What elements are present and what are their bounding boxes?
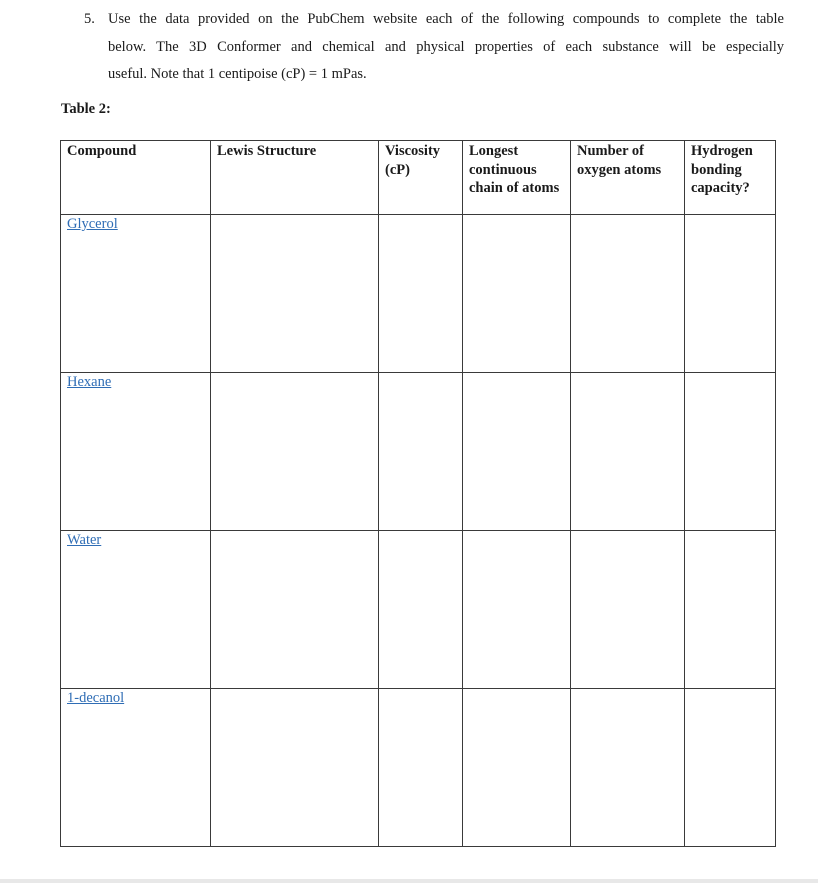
viscosity-cell[interactable]	[379, 373, 463, 531]
question-text-line: useful. Note that 1 centipoise (cP) = 1 mPas.	[108, 66, 367, 82]
table-row	[61, 531, 776, 689]
question-line-1	[84, 6, 784, 34]
compound-cell	[61, 531, 211, 689]
page-bottom-edge	[0, 879, 818, 883]
viscosity-cell[interactable]	[379, 531, 463, 689]
longest-chain-cell[interactable]	[463, 215, 571, 373]
lewis-structure-cell[interactable]	[211, 373, 379, 531]
compound-link-glycerol[interactable]: Glycerol	[67, 216, 118, 232]
header-compound: Compound	[61, 141, 211, 215]
header-longest-chain: Longest continuous chain of atoms	[463, 141, 571, 215]
oxygen-atoms-cell[interactable]	[571, 373, 685, 531]
oxygen-atoms-cell[interactable]	[571, 531, 685, 689]
hydrogen-bonding-cell[interactable]	[685, 215, 776, 373]
compound-cell	[61, 373, 211, 531]
lewis-structure-cell[interactable]	[211, 215, 379, 373]
oxygen-atoms-cell[interactable]	[571, 215, 685, 373]
longest-chain-cell[interactable]	[463, 689, 571, 847]
compound-link-water[interactable]: Water	[67, 532, 102, 548]
question-line-3	[84, 61, 784, 89]
header-viscosity: Viscosity (cP)	[379, 141, 463, 215]
table-row	[61, 689, 776, 847]
longest-chain-cell[interactable]	[463, 531, 571, 689]
question-number: 5.	[84, 11, 95, 27]
header-oxygen-atoms: Number of oxygen atoms	[571, 141, 685, 215]
table-row	[61, 373, 776, 531]
compound-link-1-decanol[interactable]: 1-decanol	[67, 690, 125, 706]
hydrogen-bonding-cell[interactable]	[685, 373, 776, 531]
oxygen-atoms-cell[interactable]	[571, 689, 685, 847]
hydrogen-bonding-cell[interactable]	[685, 689, 776, 847]
compound-cell	[61, 689, 211, 847]
compound-table	[60, 140, 776, 847]
compound-link-hexane[interactable]: Hexane	[67, 374, 112, 390]
lewis-structure-cell[interactable]	[211, 689, 379, 847]
question-text-line: below. The 3D Conformer and chemical and physical properties of each substance will be especially	[108, 38, 784, 55]
longest-chain-cell[interactable]	[463, 373, 571, 531]
table-label: Table 2:	[61, 101, 111, 117]
header-hydrogen-bonding: Hydrogen bonding capacity?	[685, 141, 776, 215]
table-header-row	[61, 141, 776, 215]
header-lewis-structure: Lewis Structure	[211, 141, 379, 215]
question-block	[84, 6, 784, 89]
question-line-2	[84, 34, 784, 62]
hydrogen-bonding-cell[interactable]	[685, 531, 776, 689]
lewis-structure-cell[interactable]	[211, 531, 379, 689]
question-text-line: Use the data provided on the PubChem website each of the following compounds to complete the table	[108, 11, 784, 27]
viscosity-cell[interactable]	[379, 215, 463, 373]
viscosity-cell[interactable]	[379, 689, 463, 847]
table-row	[61, 215, 776, 373]
compound-cell	[61, 215, 211, 373]
